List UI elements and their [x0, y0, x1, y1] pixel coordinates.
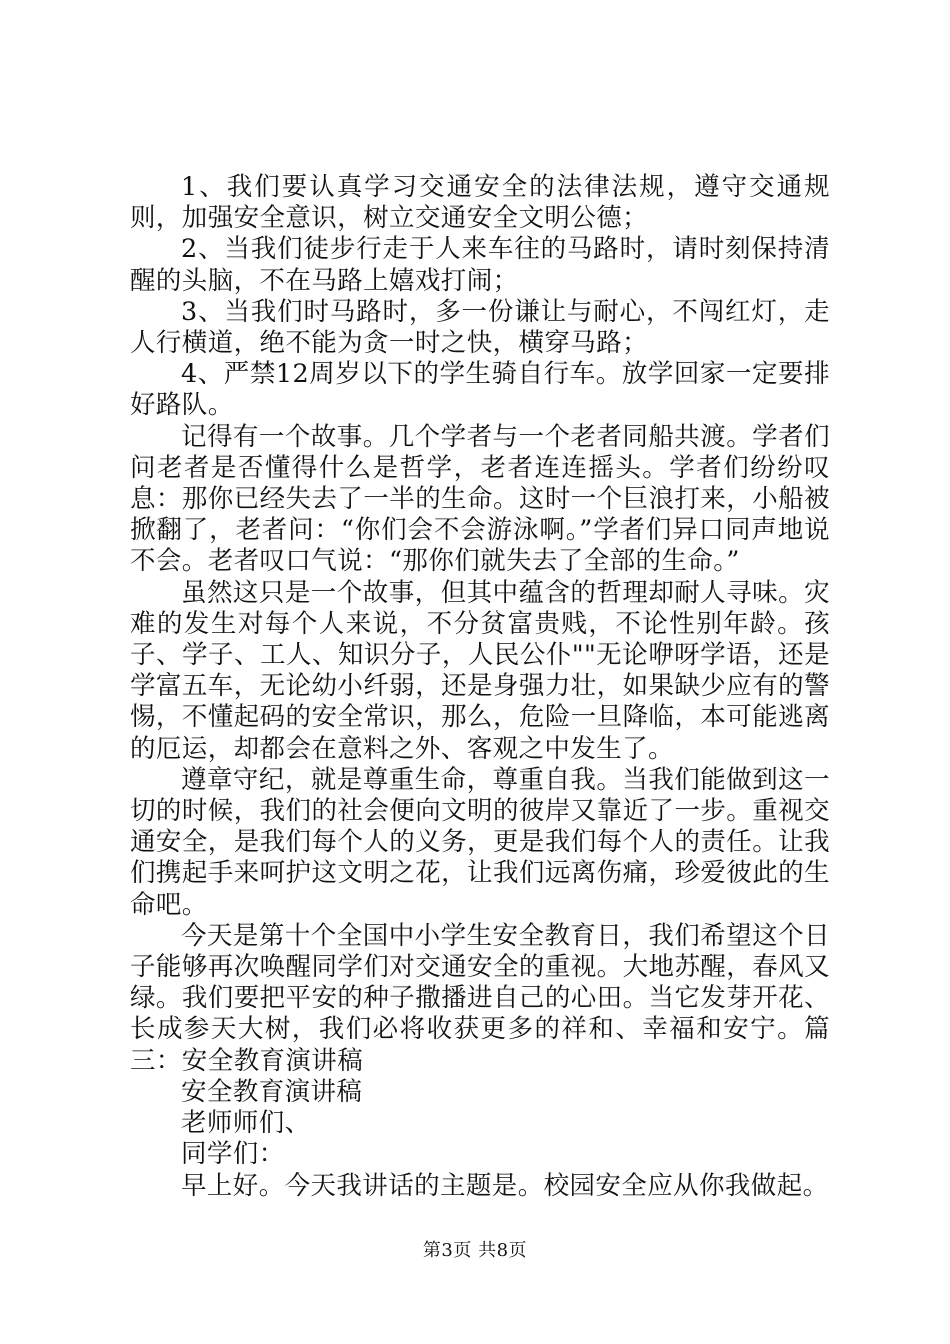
paragraph-greeting-teachers: 老师师们、 [181, 1108, 311, 1139]
paragraph-education-day: 今天是第十个全国中小学生安全教育日，我们希望这个日子能够再次唤醒同学们对交通安全的重视。大地苏醒，春风又绿。我们要把平安的种子撒播进自己的心田。当它发芽开花、长成参天大树，我们必将收获更多的祥和、幸福和安宁。篇三：安全教育演讲稿 [130, 920, 830, 1076]
document-body [130, 172, 830, 1202]
paragraph-rule-3: 3、当我们时马路时，多一份谦让与耐心，不闯红灯，走人行横道，绝不能为贪一时之快，横穿马路； [130, 296, 830, 359]
paragraph-respect-life: 遵章守纪，就是尊重生命，尊重自我。当我们能做到这一切的时候，我们的社会便向文明的彼岸又靠近了一步。重视交通安全，是我们每个人的义务，更是我们每个人的责任。让我们携起手来呵护这文明之花，让我们远离伤痛，珍爱彼此的生命吧。 [130, 764, 830, 920]
paragraph-rule-4: 4、严禁12周岁以下的学生骑自行车。放学回家一定要排好路队。 [130, 359, 830, 421]
paragraph-speech-title: 安全教育演讲稿 [181, 1076, 363, 1107]
paragraph-rule-1: 1、我们要认真学习交通安全的法律法规，遵守交通规则，加强安全意识，树立交通安全文明公德； [130, 172, 830, 234]
paragraph-opening: 早上好。今天我讲话的主题是。校园安全应从你我做起。 [181, 1170, 829, 1201]
paragraph-rule-2: 2、当我们徒步行走于人来车往的马路时，请时刻保持清醒的头脑，不在马路上嬉戏打闹； [130, 234, 830, 296]
paragraph-story-meaning: 虽然这只是一个故事，但其中蕴含的哲理却耐人寻味。灾难的发生对每个人来说，不分贫富贵贱，不论性别年龄。孩子、学子、工人、知识分子，人民公仆""无论咿呀学语，还是学富五车，无论幼小纤弱，还是身强力壮，如果缺少应有的警惕，不懂起码的安全常识，那么，危险一旦降临，本可能逃离的厄运，却都会在意料之外、客观之中发生了。 [130, 577, 830, 764]
page-number-footer: 第3页 共8页 [422, 1240, 528, 1261]
paragraph-story: 记得有一个故事。几个学者与一个老者同船共渡。学者们问老者是否懂得什么是哲学，老者连连摇头。学者们纷纷叹息：那你已经失去了一半的生命。这时一个巨浪打来，小船被掀翻了，老者问：“你们会不会游泳啊。”学者们异口同声地说不会。老者叹口气说：“那你们就失去了全部的生命。” [130, 421, 830, 577]
paragraph-greeting-students: 同学们： [181, 1139, 285, 1170]
